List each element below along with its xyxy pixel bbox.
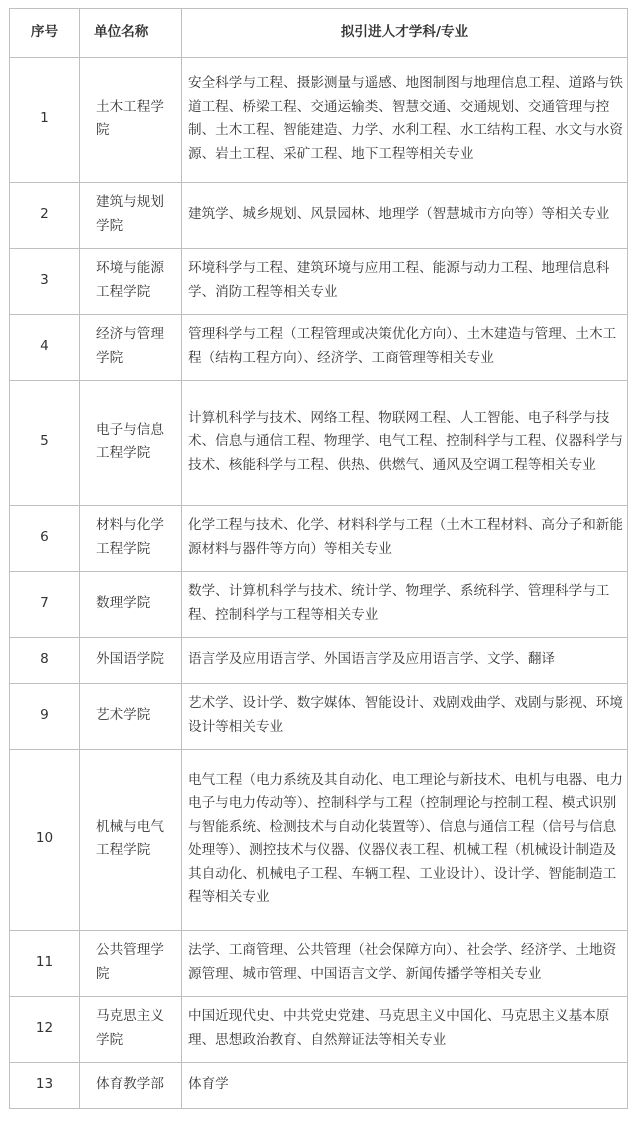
row-unit-name: 经济与管理学院 [80, 315, 182, 381]
row-majors: 语言学及应用语言学、外国语言学及应用语言学、文学、翻译 [182, 638, 628, 684]
row-unit-name: 土木工程学院 [80, 58, 182, 183]
row-majors: 中国近现代史、中共党史党建、马克思主义中国化、马克思主义基本原理、思想政治教育、自然辩证法等相关专业 [182, 997, 628, 1063]
row-index: 8 [10, 638, 80, 684]
row-index: 11 [10, 931, 80, 997]
table-row [10, 506, 628, 572]
table-row [10, 572, 628, 638]
row-majors: 数学、计算机科学与技术、统计学、物理学、系统科学、管理科学与工程、控制科学与工程等相关专业 [182, 572, 628, 638]
row-majors: 体育学 [182, 1063, 628, 1109]
row-index: 3 [10, 249, 80, 315]
header-index: 序号 [10, 9, 80, 58]
table-row [10, 315, 628, 381]
row-majors: 计算机科学与技术、网络工程、物联网工程、人工智能、电子科学与技术、信息与通信工程、物理学、电气工程、控制科学与工程、仪器科学与技术、核能科学与工程、供热、供燃气、通风及空调工程等相关专业 [182, 381, 628, 506]
row-majors: 化学工程与技术、化学、材料科学与工程（土木工程材料、高分子和新能源材料与器件等方向）等相关专业 [182, 506, 628, 572]
row-unit-name: 马克思主义学院 [80, 997, 182, 1063]
header-unit: 单位名称 [80, 9, 182, 58]
row-unit-name: 材料与化学工程学院 [80, 506, 182, 572]
table-row [10, 1063, 628, 1109]
row-index: 13 [10, 1063, 80, 1109]
row-majors: 环境科学与工程、建筑环境与应用工程、能源与动力工程、地理信息科学、消防工程等相关专业 [182, 249, 628, 315]
row-unit-name: 体育教学部 [80, 1063, 182, 1109]
row-index: 7 [10, 572, 80, 638]
row-index: 1 [10, 58, 80, 183]
row-index: 4 [10, 315, 80, 381]
table-row [10, 750, 628, 931]
row-index: 5 [10, 381, 80, 506]
row-majors: 建筑学、城乡规划、风景园林、地理学（智慧城市方向等）等相关专业 [182, 183, 628, 249]
table-row [10, 249, 628, 315]
row-unit-name: 公共管理学院 [80, 931, 182, 997]
table-row [10, 638, 628, 684]
row-index: 2 [10, 183, 80, 249]
row-majors: 艺术学、设计学、数字媒体、智能设计、戏剧戏曲学、戏剧与影视、环境设计等相关专业 [182, 684, 628, 750]
row-unit-name: 环境与能源工程学院 [80, 249, 182, 315]
table-header-row [10, 9, 628, 58]
row-unit-name: 艺术学院 [80, 684, 182, 750]
row-unit-name: 外国语学院 [80, 638, 182, 684]
row-majors: 法学、工商管理、公共管理（社会保障方向）、社会学、经济学、土地资源管理、城市管理、中国语言文学、新闻传播学等相关专业 [182, 931, 628, 997]
header-major: 拟引进人才学科/专业 [182, 9, 628, 58]
row-unit-name: 机械与电气工程学院 [80, 750, 182, 931]
talent-table [9, 8, 628, 1109]
row-index: 10 [10, 750, 80, 931]
row-majors: 安全科学与工程、摄影测量与遥感、地图制图与地理信息工程、道路与铁道工程、桥梁工程、交通运输类、智慧交通、交通规划、交通管理与控制、土木工程、智能建造、力学、水利工程、水工结构工程、水文与水资源、岩土工程、采矿工程、地下工程等相关专业 [182, 58, 628, 183]
table-row [10, 381, 628, 506]
table-row [10, 931, 628, 997]
table-row [10, 183, 628, 249]
row-index: 9 [10, 684, 80, 750]
row-unit-name: 电子与信息工程学院 [80, 381, 182, 506]
table-row [10, 684, 628, 750]
row-index: 12 [10, 997, 80, 1063]
row-majors: 电气工程（电力系统及其自动化、电工理论与新技术、电机与电器、电力电子与电力传动等）、控制科学与工程（控制理论与控制工程、模式识别与智能系统、检测技术与自动化装置等）、信息与通信工程（信号与信息处理等）、测控技术与仪器、仪器仪表工程、机械工程（机械设计制造及其自动化、机械电子工程、车辆工程、工业设计）、设计学、智能制造工程等相关专业 [182, 750, 628, 931]
row-index: 6 [10, 506, 80, 572]
table-row [10, 997, 628, 1063]
row-majors: 管理科学与工程（工程管理或决策优化方向）、土木建造与管理、土木工程（结构工程方向）、经济学、工商管理等相关专业 [182, 315, 628, 381]
row-unit-name: 数理学院 [80, 572, 182, 638]
row-unit-name: 建筑与规划学院 [80, 183, 182, 249]
table-row [10, 58, 628, 183]
